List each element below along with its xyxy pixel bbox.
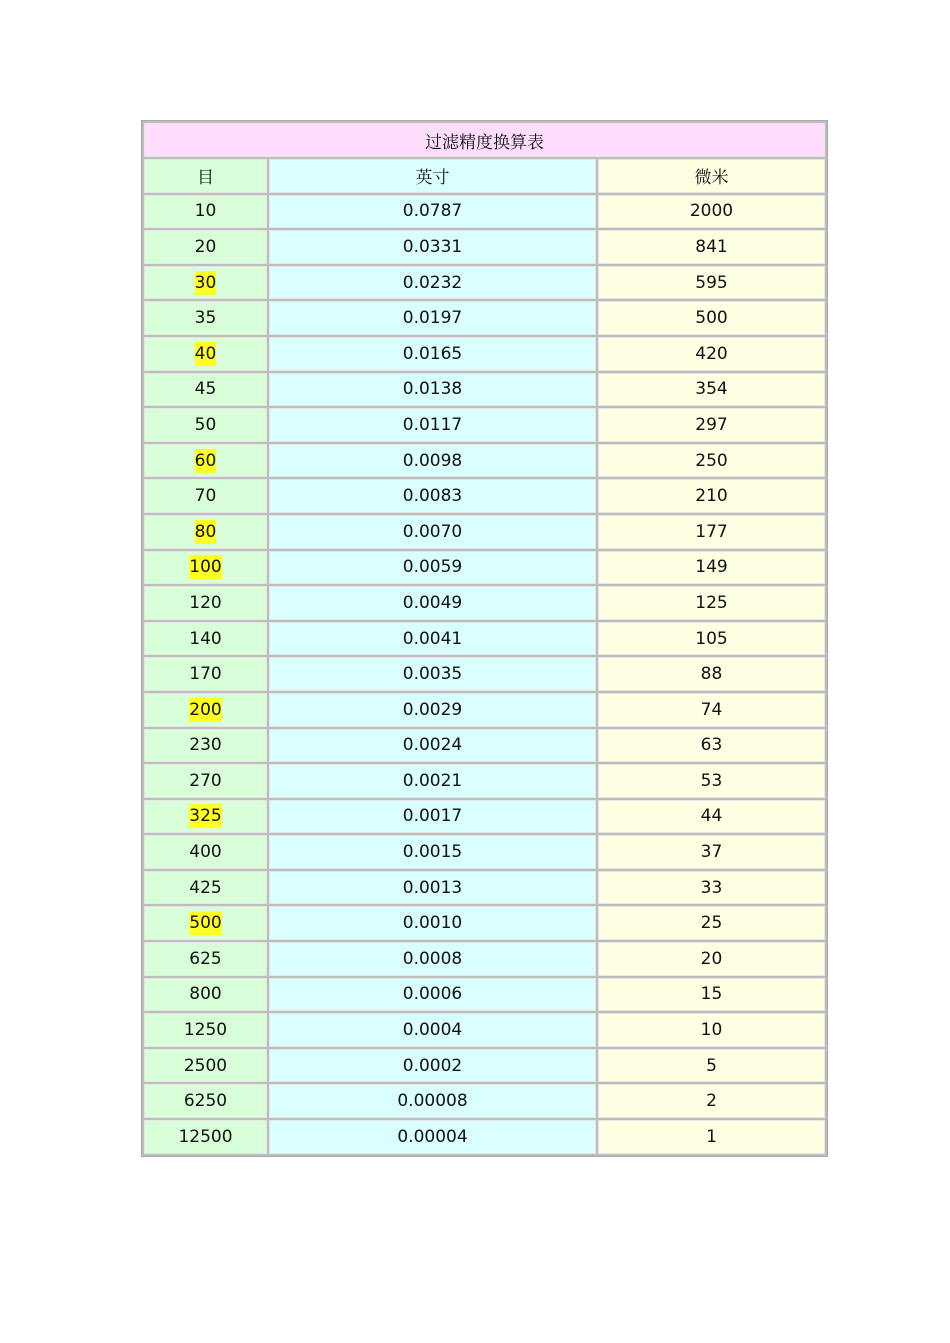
table-row bbox=[144, 515, 825, 549]
table-row bbox=[144, 693, 825, 727]
mesh-cell: 20 bbox=[144, 230, 267, 264]
table-row bbox=[144, 835, 825, 869]
inch-cell: 0.00008 bbox=[269, 1084, 596, 1118]
inch-cell: 0.0197 bbox=[269, 301, 596, 335]
table-row bbox=[144, 729, 825, 763]
micron-cell: 177 bbox=[598, 515, 825, 549]
conversion-table bbox=[141, 120, 828, 1157]
micron-cell: 149 bbox=[598, 551, 825, 585]
table-row bbox=[144, 906, 825, 940]
table-row bbox=[144, 1120, 825, 1154]
micron-cell: 44 bbox=[598, 800, 825, 834]
micron-cell: 15 bbox=[598, 978, 825, 1012]
micron-cell: 420 bbox=[598, 337, 825, 371]
table-title: 过滤精度换算表 bbox=[144, 123, 825, 157]
mesh-value-highlighted: 60 bbox=[194, 450, 217, 471]
inch-cell: 0.0059 bbox=[269, 551, 596, 585]
micron-cell: 297 bbox=[598, 408, 825, 442]
mesh-cell: 10 bbox=[144, 195, 267, 229]
mesh-value-highlighted: 100 bbox=[189, 557, 222, 578]
inch-cell: 0.0117 bbox=[269, 408, 596, 442]
table-row bbox=[144, 871, 825, 905]
table-row bbox=[144, 622, 825, 656]
table-row bbox=[144, 764, 825, 798]
table-row bbox=[144, 373, 825, 407]
mesh-cell: 6250 bbox=[144, 1084, 267, 1118]
table-row bbox=[144, 1013, 825, 1047]
micron-cell: 250 bbox=[598, 444, 825, 478]
header-micron: 微米 bbox=[598, 159, 825, 193]
inch-cell: 0.0232 bbox=[269, 266, 596, 300]
mesh-cell: 230 bbox=[144, 729, 267, 763]
header-row bbox=[144, 159, 825, 193]
header-inch: 英寸 bbox=[269, 159, 596, 193]
mesh-cell: 425 bbox=[144, 871, 267, 905]
mesh-cell: 1250 bbox=[144, 1013, 267, 1047]
mesh-cell: 400 bbox=[144, 835, 267, 869]
table-row bbox=[144, 1049, 825, 1083]
inch-cell: 0.0049 bbox=[269, 586, 596, 620]
inch-cell: 0.0787 bbox=[269, 195, 596, 229]
micron-cell: 88 bbox=[598, 657, 825, 691]
inch-cell: 0.0041 bbox=[269, 622, 596, 656]
mesh-cell: 12500 bbox=[144, 1120, 267, 1154]
micron-cell: 2000 bbox=[598, 195, 825, 229]
mesh-cell: 50 bbox=[144, 408, 267, 442]
title-row bbox=[144, 123, 825, 157]
inch-cell: 0.0004 bbox=[269, 1013, 596, 1047]
table-row bbox=[144, 800, 825, 834]
table-row bbox=[144, 479, 825, 513]
inch-cell: 0.0035 bbox=[269, 657, 596, 691]
mesh-cell bbox=[144, 906, 267, 940]
micron-cell: 20 bbox=[598, 942, 825, 976]
micron-cell: 1 bbox=[598, 1120, 825, 1154]
mesh-cell bbox=[144, 444, 267, 478]
mesh-value-highlighted: 40 bbox=[194, 343, 217, 364]
table-row bbox=[144, 195, 825, 229]
mesh-cell bbox=[144, 800, 267, 834]
mesh-value-highlighted: 500 bbox=[189, 913, 222, 934]
table-row bbox=[144, 1084, 825, 1118]
micron-cell: 500 bbox=[598, 301, 825, 335]
table-row bbox=[144, 408, 825, 442]
mesh-cell: 170 bbox=[144, 657, 267, 691]
mesh-cell bbox=[144, 337, 267, 371]
mesh-cell: 140 bbox=[144, 622, 267, 656]
table-row bbox=[144, 978, 825, 1012]
micron-cell: 210 bbox=[598, 479, 825, 513]
mesh-value-highlighted: 325 bbox=[189, 806, 222, 827]
mesh-cell: 120 bbox=[144, 586, 267, 620]
inch-cell: 0.0331 bbox=[269, 230, 596, 264]
mesh-cell: 2500 bbox=[144, 1049, 267, 1083]
mesh-value-highlighted: 80 bbox=[194, 521, 217, 542]
micron-cell: 5 bbox=[598, 1049, 825, 1083]
table-row bbox=[144, 942, 825, 976]
header-mesh: 目 bbox=[144, 159, 267, 193]
micron-cell: 37 bbox=[598, 835, 825, 869]
inch-cell: 0.0008 bbox=[269, 942, 596, 976]
mesh-cell: 625 bbox=[144, 942, 267, 976]
micron-cell: 354 bbox=[598, 373, 825, 407]
micron-cell: 10 bbox=[598, 1013, 825, 1047]
mesh-cell bbox=[144, 551, 267, 585]
micron-cell: 105 bbox=[598, 622, 825, 656]
mesh-cell: 45 bbox=[144, 373, 267, 407]
micron-cell: 595 bbox=[598, 266, 825, 300]
micron-cell: 2 bbox=[598, 1084, 825, 1118]
micron-cell: 63 bbox=[598, 729, 825, 763]
mesh-cell bbox=[144, 515, 267, 549]
inch-cell: 0.0070 bbox=[269, 515, 596, 549]
inch-cell: 0.0024 bbox=[269, 729, 596, 763]
inch-cell: 0.0138 bbox=[269, 373, 596, 407]
micron-cell: 74 bbox=[598, 693, 825, 727]
mesh-cell bbox=[144, 693, 267, 727]
table-row bbox=[144, 551, 825, 585]
inch-cell: 0.0029 bbox=[269, 693, 596, 727]
inch-cell: 0.0010 bbox=[269, 906, 596, 940]
inch-cell: 0.0013 bbox=[269, 871, 596, 905]
mesh-cell: 70 bbox=[144, 479, 267, 513]
inch-cell: 0.0002 bbox=[269, 1049, 596, 1083]
inch-cell: 0.0021 bbox=[269, 764, 596, 798]
table-row bbox=[144, 266, 825, 300]
inch-cell: 0.0165 bbox=[269, 337, 596, 371]
inch-cell: 0.0098 bbox=[269, 444, 596, 478]
micron-cell: 33 bbox=[598, 871, 825, 905]
table-body bbox=[144, 123, 825, 1154]
inch-cell: 0.0006 bbox=[269, 978, 596, 1012]
mesh-value-highlighted: 30 bbox=[194, 272, 217, 293]
mesh-cell: 35 bbox=[144, 301, 267, 335]
inch-cell: 0.0083 bbox=[269, 479, 596, 513]
table-row bbox=[144, 301, 825, 335]
table-row bbox=[144, 444, 825, 478]
mesh-cell bbox=[144, 266, 267, 300]
inch-cell: 0.00004 bbox=[269, 1120, 596, 1154]
micron-cell: 841 bbox=[598, 230, 825, 264]
mesh-value-highlighted: 200 bbox=[189, 699, 222, 720]
mesh-cell: 270 bbox=[144, 764, 267, 798]
inch-cell: 0.0015 bbox=[269, 835, 596, 869]
table-row bbox=[144, 337, 825, 371]
table-row bbox=[144, 230, 825, 264]
table-row bbox=[144, 657, 825, 691]
mesh-cell: 800 bbox=[144, 978, 267, 1012]
micron-cell: 25 bbox=[598, 906, 825, 940]
table-row bbox=[144, 586, 825, 620]
micron-cell: 125 bbox=[598, 586, 825, 620]
micron-cell: 53 bbox=[598, 764, 825, 798]
inch-cell: 0.0017 bbox=[269, 800, 596, 834]
